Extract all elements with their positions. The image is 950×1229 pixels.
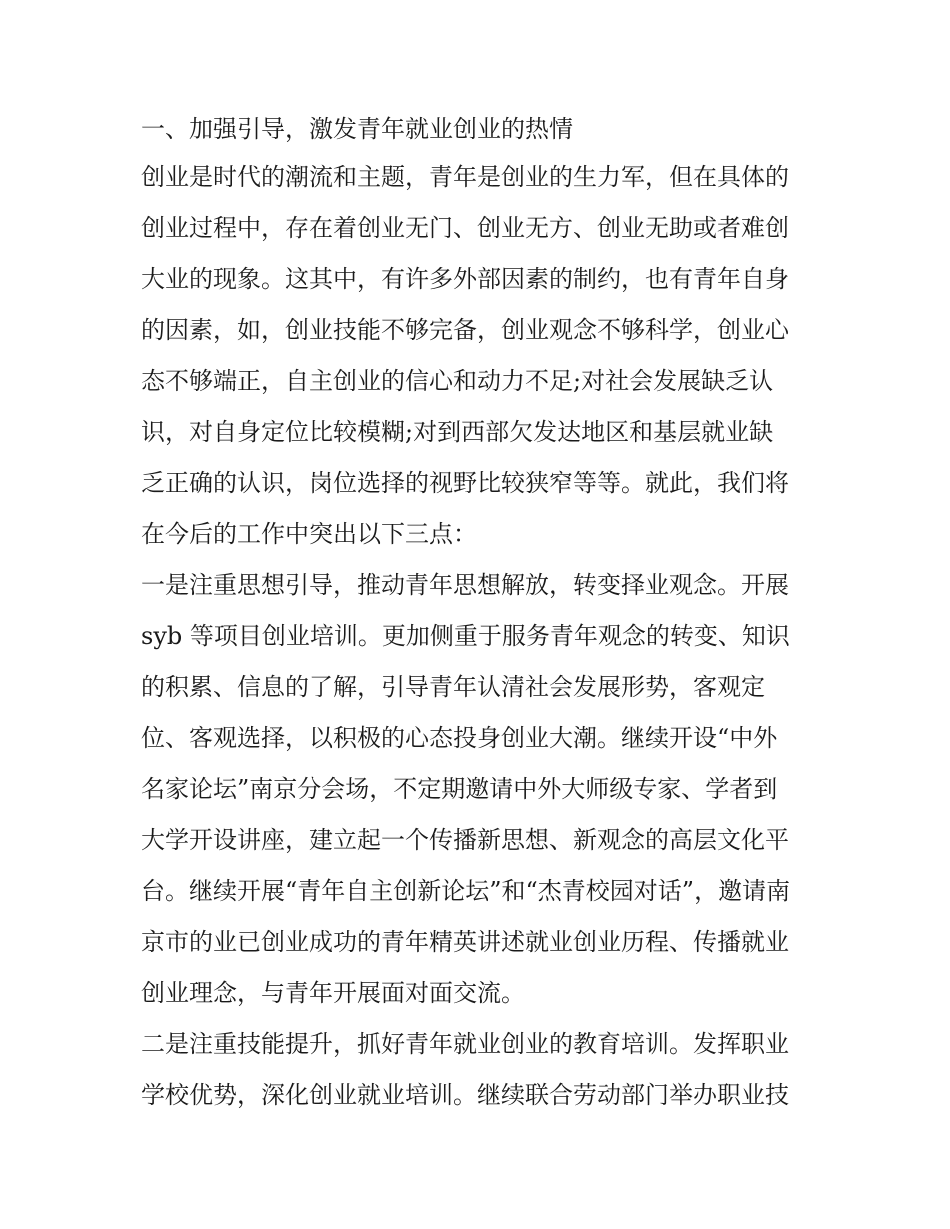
paragraph-point-one [141, 560, 811, 1019]
text-line: syb 等项目创业培训。更加侧重于服务青年观念的转变、知识 [141, 622, 790, 650]
text-line: 乏正确的认识，岗位选择的视野比较狭窄等等。就此，我们将 [141, 469, 789, 497]
text-line: 创业是时代的潮流和主题，青年是创业的生力军，但在具体的 [141, 163, 789, 191]
text-line: 创业过程中，存在着创业无门、创业无方、创业无助或者难创 [141, 214, 789, 242]
text-line: 的积累、信息的了解，引导青年认清社会发展形势，客观定 [141, 673, 765, 701]
text-line: 位、客观选择，以积极的心态投身创业大潮。继续开设“中外 [141, 724, 778, 752]
text-line: 识，对自身定位比较模糊;对到西部欠发达地区和基层就业缺 [141, 418, 774, 446]
text-line: 一是注重思想引导，推动青年思想解放，转变择业观念。开展 [141, 571, 789, 599]
document-body [141, 107, 811, 1121]
section-heading: 一、加强引导，激发青年就业创业的热情 [141, 115, 573, 143]
text-line: 的因素，如，创业技能不够完备，创业观念不够科学，创业心 [141, 316, 789, 344]
text-line: 大学开设讲座，建立起一个传播新思想、新观念的高层文化平 [141, 826, 789, 854]
text-line: 学校优势，深化创业就业培训。继续联合劳动部门举办职业技 [141, 1081, 789, 1109]
text-line: 京市的业已创业成功的青年精英讲述就业创业历程、传播就业 [141, 928, 789, 956]
text-line: 台。继续开展“青年自主创新论坛”和“杰青校园对话”，邀请南 [141, 877, 791, 905]
paragraph-intro [141, 152, 811, 560]
paragraph-point-two [141, 1019, 811, 1121]
text-line: 名家论坛”南京分会场，不定期邀请中外大师级专家、学者到 [141, 775, 778, 803]
text-line: 大业的现象。这其中，有许多外部因素的制约，也有青年自身 [141, 265, 789, 293]
text-line: 创业理念，与青年开展面对面交流。 [141, 979, 525, 1007]
text-line: 在今后的工作中突出以下三点： [141, 520, 477, 548]
text-line: 二是注重技能提升，抓好青年就业创业的教育培训。发挥职业 [141, 1030, 789, 1058]
text-line: 态不够端正，自主创业的信心和动力不足;对社会发展缺乏认 [141, 367, 774, 395]
